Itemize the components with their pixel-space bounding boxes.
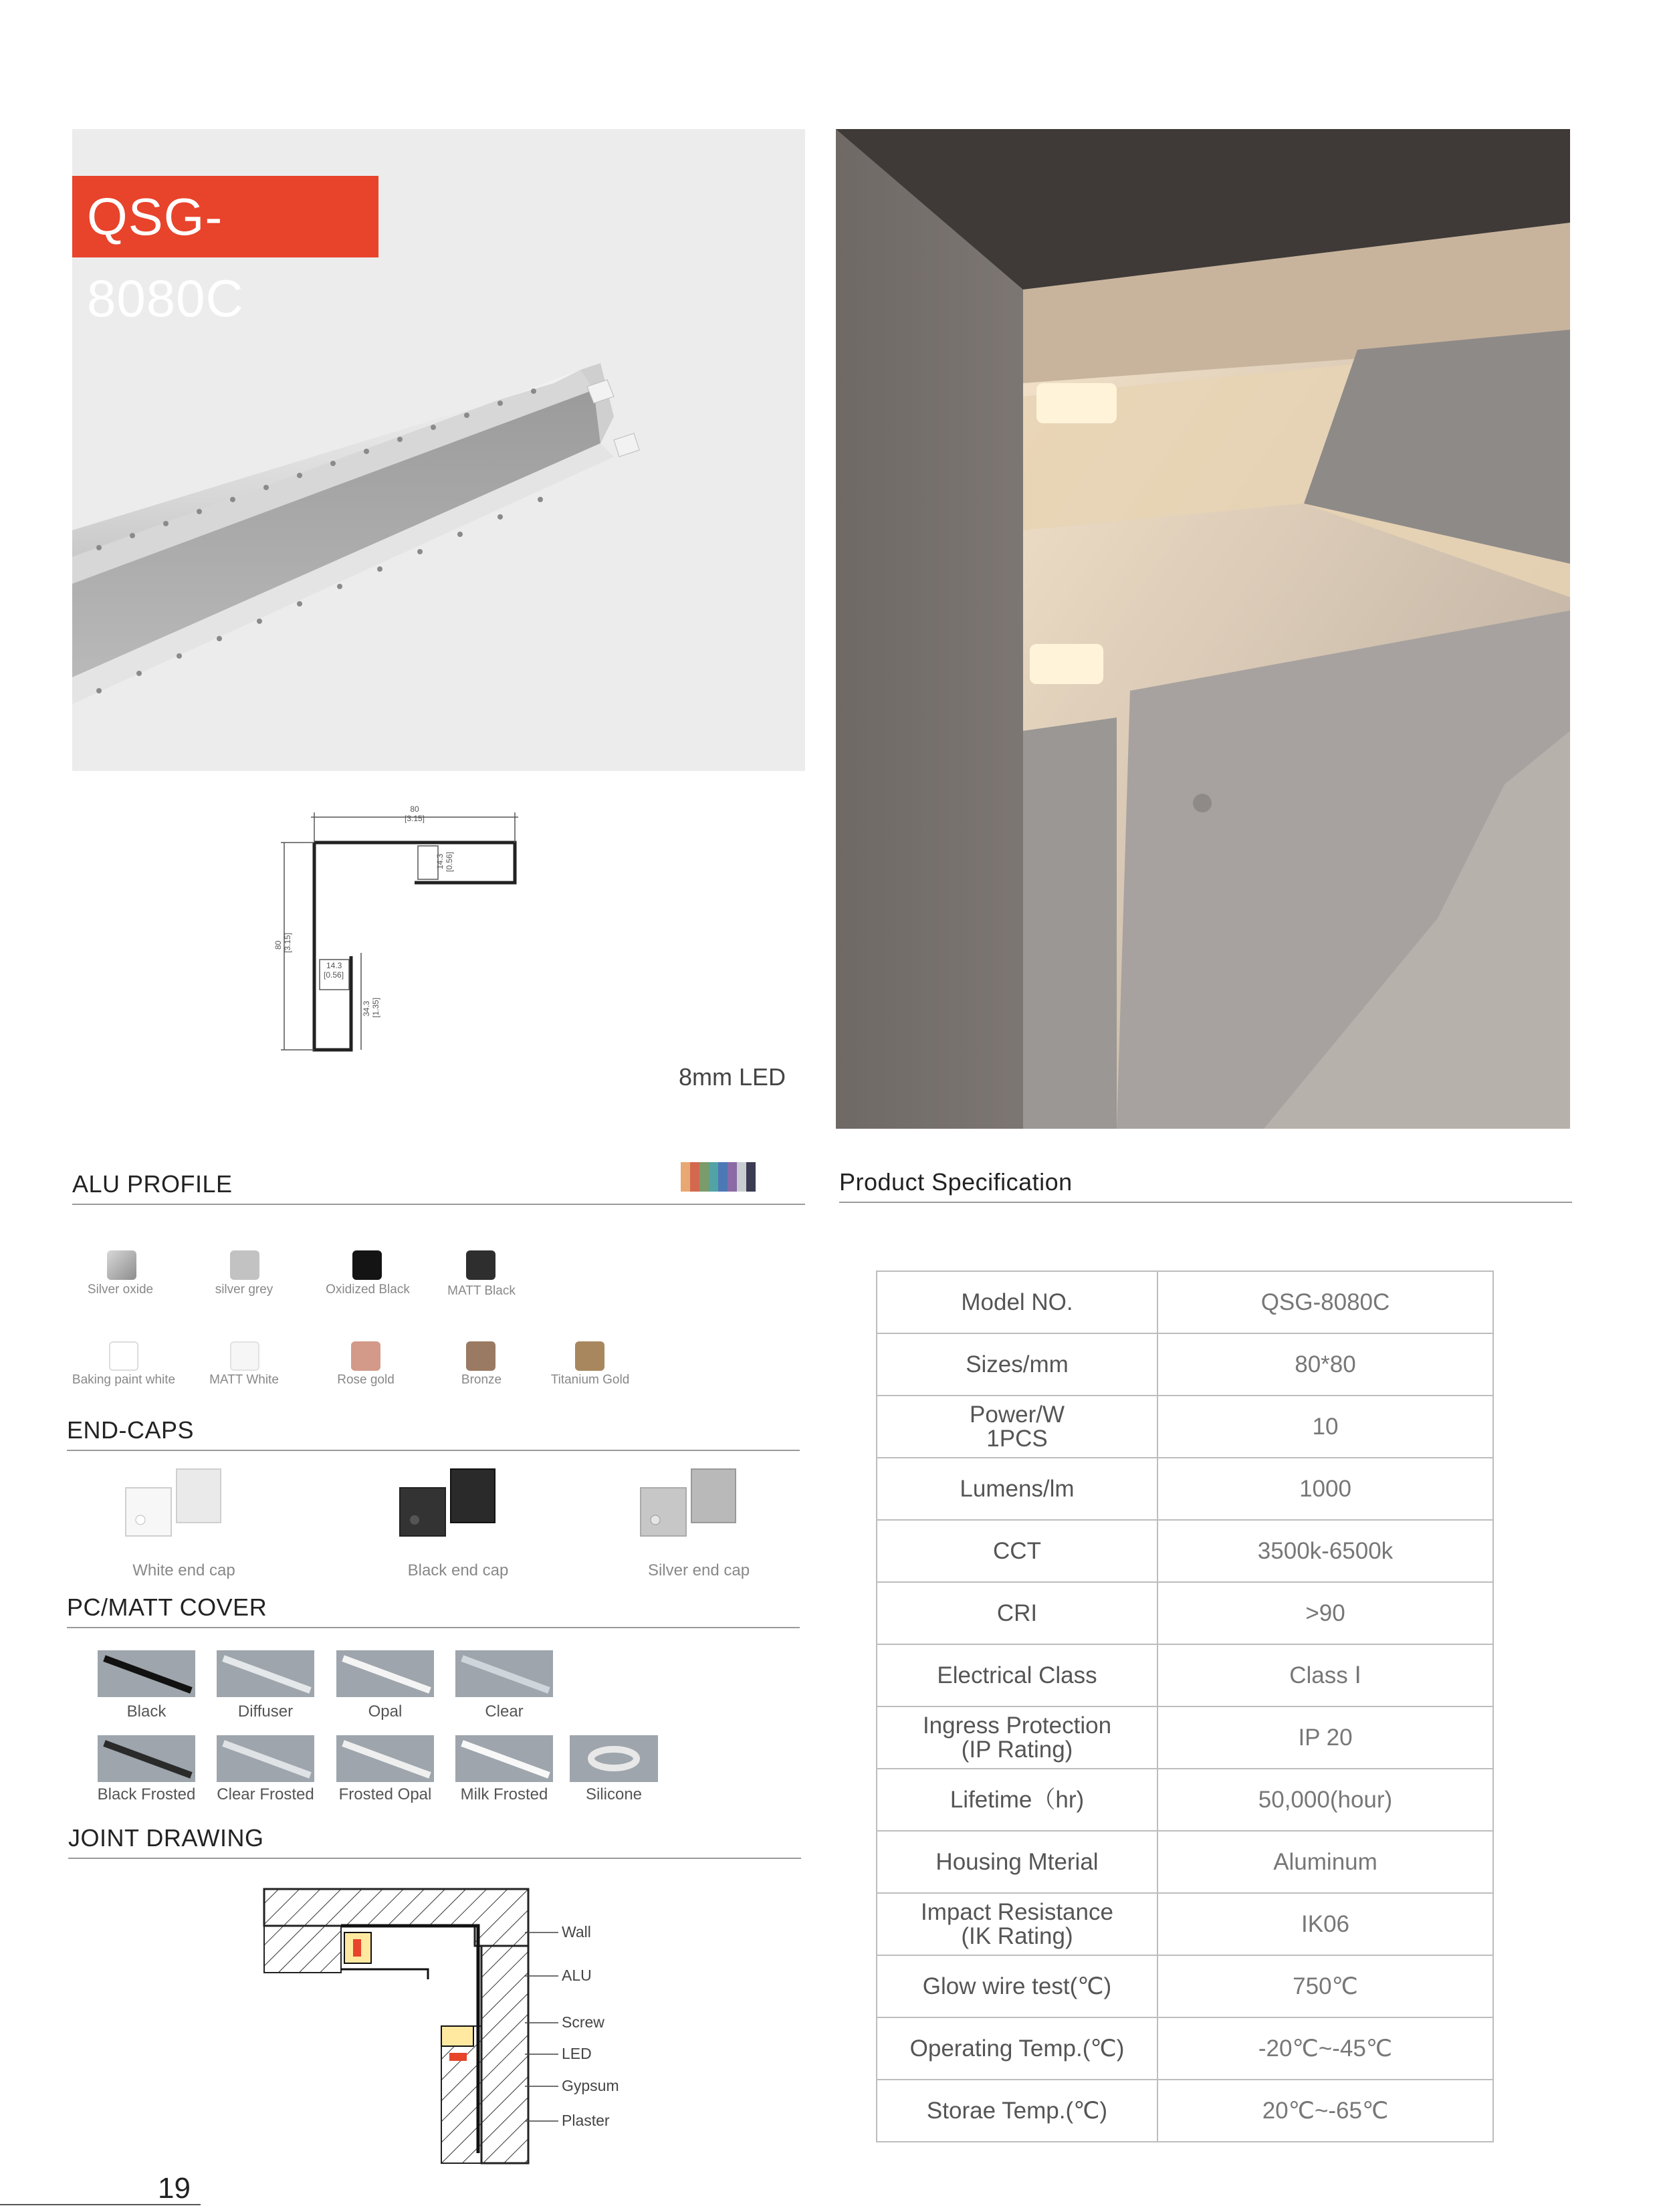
cover-label: Clear: [485, 1702, 524, 1721]
finish-swatch: [466, 1250, 495, 1280]
cover-label: Milk Frosted: [460, 1785, 548, 1803]
joint-rule: [68, 1858, 801, 1859]
table-row: [877, 2080, 1493, 2142]
joint-label-plaster: Plaster: [562, 2112, 610, 2129]
spec-label: CCT: [877, 1520, 1157, 1582]
cover-diffuser-image: [217, 1650, 314, 1697]
table-row: [877, 1271, 1493, 1333]
spec-value: IP 20: [1157, 1706, 1493, 1769]
spec-value: -20℃~-45℃: [1157, 2017, 1493, 2080]
finish-label: Silver oxide: [87, 1283, 154, 1297]
led-size-label: 8mm LED: [679, 1063, 786, 1091]
finish-swatch: [109, 1341, 138, 1371]
spec-label: Power/W 1PCS: [877, 1396, 1157, 1458]
finish-swatch: [351, 1341, 380, 1371]
cover-label: Opal: [368, 1702, 403, 1721]
spec-label: Glow wire test(℃): [877, 1955, 1157, 2017]
spec-title: Product Specification: [839, 1168, 1073, 1196]
spec-rule: [839, 1202, 1572, 1203]
finish-swatch: [575, 1341, 604, 1371]
spec-value: 3500k-6500k: [1157, 1520, 1493, 1582]
finish-label: Titanium Gold: [550, 1373, 630, 1387]
table-row: [877, 1396, 1493, 1458]
spec-table: [876, 1270, 1494, 2142]
spec-value: Class Ⅰ: [1157, 1644, 1493, 1706]
dim-lower-value: 34.3: [362, 1000, 371, 1016]
joint-label-led: LED: [562, 2045, 592, 2062]
spec-value: 750℃: [1157, 1955, 1493, 2017]
joint-label-wall: Wall: [562, 1923, 591, 1941]
finish-color: [352, 1250, 382, 1280]
finish-label: Oxidized Black: [326, 1283, 410, 1297]
dim-inner-v-value: 14.3: [435, 853, 445, 869]
spec-label: Operating Temp.(℃): [877, 2017, 1157, 2080]
cover-frosted-opal-image: [336, 1735, 434, 1782]
white-end-cap-icon: [120, 1461, 234, 1541]
cover-clear-frosted-image: [217, 1735, 314, 1782]
palette-swatch: [746, 1162, 756, 1192]
spec-value: >90: [1157, 1582, 1493, 1644]
spec-label: Impact Resistance (IK Rating): [877, 1893, 1157, 1955]
table-row: [877, 1955, 1493, 2017]
finish-swatch: [466, 1341, 495, 1371]
color-palette: [681, 1162, 756, 1192]
page-number: 19: [158, 2172, 191, 2205]
covers-rule: [67, 1627, 800, 1628]
table-row: [877, 1769, 1493, 1831]
end-cap-label: Black end cap: [407, 1561, 509, 1579]
joint-label-screw: Screw: [562, 2013, 604, 2031]
spec-value: 10: [1157, 1396, 1493, 1458]
finish-label: MATT White: [209, 1373, 279, 1387]
palette-swatch: [709, 1162, 718, 1192]
table-row: [877, 2017, 1493, 2080]
spec-value: 50,000(hour): [1157, 1769, 1493, 1831]
dim-lower-inch: [1.35]: [371, 997, 380, 1018]
product-hero-image: [72, 129, 805, 771]
alu-profile-title: ALU PROFILE: [72, 1170, 233, 1198]
spec-value: Aluminum: [1157, 1831, 1493, 1893]
spec-value: IK06: [1157, 1893, 1493, 1955]
spec-value: 20℃~-65℃: [1157, 2080, 1493, 2142]
palette-swatch: [728, 1162, 737, 1192]
finish-swatch: [230, 1250, 259, 1280]
cross-section-drawing: [267, 802, 548, 1070]
palette-swatch: [699, 1162, 709, 1192]
dim-inner-h-value: 14.3: [326, 961, 342, 970]
table-row: [877, 1831, 1493, 1893]
palette-swatch: [737, 1162, 746, 1192]
cover-label: Clear Frosted: [217, 1785, 314, 1803]
table-row: [877, 1333, 1493, 1396]
spec-value: 80*80: [1157, 1333, 1493, 1396]
spec-label: Lumens/lm: [877, 1458, 1157, 1520]
cover-label: Black: [126, 1702, 167, 1721]
spec-label: Ingress Protection (IP Rating): [877, 1706, 1157, 1769]
cover-milk-frosted-image: [455, 1735, 553, 1782]
spec-label: Sizes/mm: [877, 1333, 1157, 1396]
cover-label: Frosted Opal: [338, 1785, 432, 1803]
cover-clear-image: [455, 1650, 553, 1697]
finish-swatch: [230, 1341, 259, 1371]
cover-label: Silicone: [585, 1785, 643, 1803]
alu-profile-rule: [72, 1204, 805, 1205]
cover-label: Diffuser: [237, 1702, 294, 1721]
joint-label-alu: ALU: [562, 1967, 592, 1984]
finish-color: [466, 1341, 495, 1371]
dim-top-inch: [3.15]: [404, 814, 425, 823]
finish-color: [466, 1250, 495, 1280]
spec-label: Housing Mterial: [877, 1831, 1157, 1893]
finish-swatch: [107, 1250, 136, 1280]
spec-value: 1000: [1157, 1458, 1493, 1520]
cover-opal-image: [336, 1650, 434, 1697]
end-cap-label: White end cap: [132, 1561, 235, 1579]
finish-label: MATT Black: [447, 1284, 516, 1298]
finish-label: Baking paint white: [72, 1373, 176, 1387]
finish-swatch: [352, 1250, 382, 1280]
joint-title: JOINT DRAWING: [68, 1824, 264, 1852]
joint-drawing: [261, 1886, 568, 2167]
installation-render: [836, 129, 1570, 1129]
end-cap-label: Silver end cap: [647, 1561, 750, 1579]
finish-label: Rose gold: [337, 1373, 395, 1387]
dim-side-value: 80: [273, 940, 283, 950]
dim-side-inch: [3.15]: [283, 932, 292, 953]
spec-label: Storae Temp.(℃): [877, 2080, 1157, 2142]
finish-label: Bronze: [461, 1373, 502, 1387]
cover-black-image: [98, 1650, 195, 1697]
finish-color: [351, 1341, 380, 1371]
finish-color: [107, 1250, 136, 1280]
dim-inner-h-inch: [0.56]: [324, 970, 344, 980]
table-row: [877, 1520, 1493, 1582]
silver-end-cap-icon: [635, 1461, 749, 1541]
finish-color: [230, 1341, 259, 1371]
palette-swatch: [718, 1162, 728, 1192]
end-caps-rule: [67, 1450, 800, 1451]
spec-label: Lifetime（hr): [877, 1769, 1157, 1831]
installation-photo: [836, 129, 1570, 1129]
table-row: [877, 1582, 1493, 1644]
table-row: [877, 1706, 1493, 1769]
finish-color: [230, 1250, 259, 1280]
cover-silicone-image: [570, 1735, 658, 1782]
black-end-cap-icon: [395, 1461, 508, 1541]
spec-value: QSG-8080C: [1157, 1271, 1493, 1333]
model-badge: QSG-8080C: [72, 176, 378, 257]
table-row: [877, 1893, 1493, 1955]
spec-label: Model NO.: [877, 1271, 1157, 1333]
cover-black-frosted-image: [98, 1735, 195, 1782]
cover-label: Black Frosted: [97, 1785, 196, 1803]
table-row: [877, 1644, 1493, 1706]
spec-label: Electrical Class: [877, 1644, 1157, 1706]
table-row: [877, 1458, 1493, 1520]
palette-swatch: [681, 1162, 690, 1192]
spec-label: CRI: [877, 1582, 1157, 1644]
joint-label-gypsum: Gypsum: [562, 2077, 619, 2094]
dim-inner-v-inch: [0.56]: [445, 851, 454, 872]
finish-color: [575, 1341, 604, 1371]
covers-title: PC/MATT COVER: [67, 1593, 267, 1621]
end-caps-title: END-CAPS: [67, 1416, 195, 1444]
finish-color: [109, 1341, 138, 1371]
palette-swatch: [690, 1162, 699, 1192]
finish-label: silver grey: [215, 1283, 273, 1297]
dim-top-value: 80: [410, 804, 419, 814]
